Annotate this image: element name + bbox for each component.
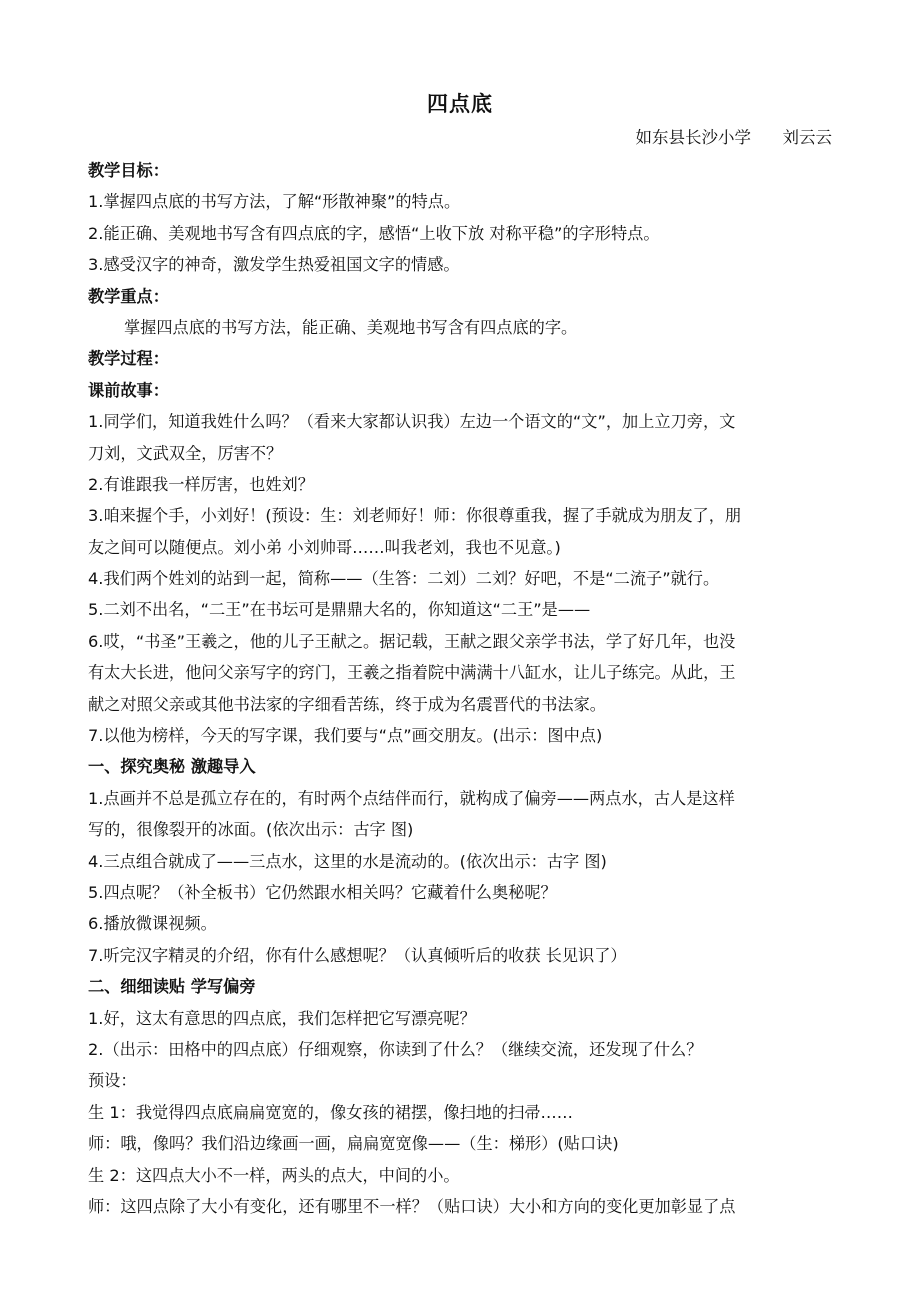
paragraph-line: 2.（出示：田格中的四点底）仔细观察，你读到了什么？（继续交流，还发现了什么？ bbox=[88, 1039, 703, 1059]
paragraph-line: 写的，很像裂开的冰面。(依次出示：古字 图) bbox=[88, 820, 414, 840]
section-heading: 二、细细读贴 学写偏旁 bbox=[88, 977, 256, 997]
section-heading: 教学目标： bbox=[88, 161, 169, 180]
paragraph-line: 师：哦，像吗？我们沿边缘画一画，扁扁宽宽像——（生：梯形）(贴口诀) bbox=[88, 1134, 619, 1154]
paragraph-line: 掌握四点底的书写方法，能正确、美观地书写含有四点底的字。 bbox=[124, 317, 578, 337]
paragraph-line: 4.我们两个姓刘的站到一起，简称——（生答：二刘）二刘？好吧，不是“二流子”就行。 bbox=[88, 569, 720, 589]
paragraph-line: 预设： bbox=[88, 1071, 137, 1091]
paragraph-line: 刀刘，文武双全，厉害不？ bbox=[88, 443, 283, 463]
document-title: 四点底 bbox=[427, 92, 493, 116]
paragraph-line: 7.听完汉字精灵的介绍，你有什么感想呢？（认真倾听后的收获 长见识了） bbox=[88, 945, 627, 965]
paragraph-line: 7.以他为榜样，今天的写字课，我们要与“点”画交朋友。(出示：图中点) bbox=[88, 726, 603, 746]
paragraph-line: 生 1：我觉得四点底扁扁宽宽的，像女孩的裙摆，像扫地的扫帚…… bbox=[88, 1102, 573, 1122]
document-body bbox=[88, 155, 836, 1222]
paragraph-line: 1.同学们，知道我姓什么吗？（看来大家都认识我）左边一个语文的“文”，加上立刀旁，文 bbox=[88, 412, 736, 432]
paragraph-line: 2.有谁跟我一样厉害，也姓刘？ bbox=[88, 474, 314, 494]
paragraph-line: 生 2：这四点大小不一样，两头的点大，中间的小。 bbox=[88, 1165, 460, 1185]
section-heading: 教学重点： bbox=[88, 286, 169, 306]
paragraph-line: 友之间可以随便点。刘小弟 小刘帅哥……叫我老刘，我也不见意。) bbox=[88, 537, 561, 557]
paragraph-line: 6.哎，“书圣”王羲之，他的儿子王献之。据记载，王献之跟父亲学书法，学了好几年，也没 bbox=[88, 631, 736, 651]
paragraph-line: 师：这四点除了大小有变化，还有哪里不一样？（贴口诀）大小和方向的变化更加彰显了点 bbox=[88, 1196, 736, 1216]
paragraph-line: 3.感受汉字的神奇，激发学生热爱祖国文字的情感。 bbox=[88, 255, 460, 275]
paragraph-line: 2.能正确、美观地书写含有四点底的字，感悟“上收下放 对称平稳”的字形特点。 bbox=[88, 223, 660, 243]
author-line: 如东县长沙小学 刘云云 bbox=[635, 128, 832, 147]
paragraph-line: 4.三点组合就成了——三点水，这里的水是流动的。(依次出示：古字 图) bbox=[88, 851, 607, 871]
section-heading: 课前故事： bbox=[88, 380, 169, 400]
paragraph-line: 3.咱来握个手，小刘好！(预设：生：刘老师好！师：你很尊重我，握了手就成为朋友了，朋 bbox=[88, 506, 742, 526]
paragraph-line: 有太大长进，他问父亲写字的窍门，王羲之指着院中满满十八缸水，让儿子练完。从此，王 bbox=[88, 663, 736, 683]
section-heading: 教学过程： bbox=[88, 349, 169, 369]
paragraph-line: 5.四点呢？（补全板书）它仍然跟水相关吗？它藏着什么奥秘呢？ bbox=[88, 882, 557, 902]
section-heading: 一、探究奥秘 激趣导入 bbox=[88, 757, 256, 777]
paragraph-line: 献之对照父亲或其他书法家的字细看苦练，终于成为名震晋代的书法家。 bbox=[88, 694, 606, 714]
paragraph-line: 5.二刘不出名，“二王”在书坛可是鼎鼎大名的，你知道这“二王”是—— bbox=[88, 600, 591, 620]
paragraph-line: 1.好，这太有意思的四点底，我们怎样把它写漂亮呢？ bbox=[88, 1008, 476, 1028]
paragraph-line: 6.播放微课视频。 bbox=[88, 914, 217, 934]
paragraph-line: 1.点画并不总是孤立存在的，有时两个点结伴而行，就构成了偏旁——两点水，古人是这样 bbox=[88, 788, 735, 808]
paragraph-line: 1.掌握四点底的书写方法，了解“形散神聚”的特点。 bbox=[88, 192, 461, 212]
